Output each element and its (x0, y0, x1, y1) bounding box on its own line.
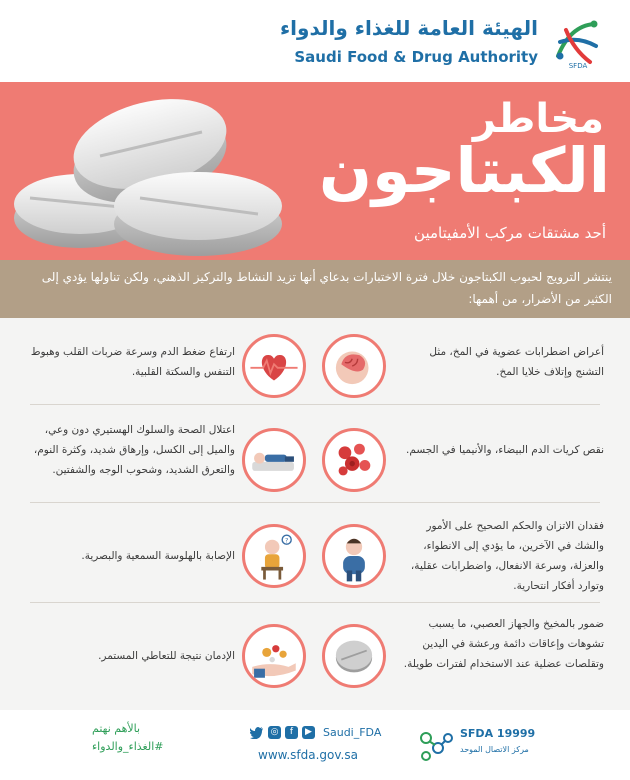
facebook-icon[interactable]: f (285, 726, 298, 739)
pills-hand-icon (242, 624, 306, 688)
row-divider (30, 404, 600, 405)
youtube-icon[interactable]: ▶ (302, 726, 315, 739)
hashtag-line-2: #الغذاء_والدواء (92, 740, 164, 753)
risk-item: أعراض اضطرابات عضوية في المخ، مثل التشنج وإتلاف خلايا المخ. (429, 346, 604, 378)
social-handle[interactable]: Saudi_FDA (323, 725, 382, 739)
svg-text:?: ? (285, 537, 289, 545)
org-name-arabic: الهيئة العامة للغذاء والدواء (279, 16, 538, 40)
website-link[interactable]: www.sfda.gov.sa (258, 748, 358, 762)
instagram-icon[interactable]: ◎ (268, 726, 281, 739)
risk-item: ارتفاع ضغط الدم وسرعة ضربات القلب وهبوط التنفس والسكتة القلبية. (30, 346, 235, 378)
row-divider (30, 602, 600, 603)
sleeping-person-icon (242, 428, 306, 492)
header (0, 0, 630, 82)
sfda-logo-icon (550, 16, 604, 70)
risk-item: ضمور بالمخيخ والجهاز العصبي، ما يسبب تشوهات وإعاقات دائمة ورعشة في اليدين وتقلصات عضلية عند الاستخدام لفترات طويلة. (403, 618, 604, 670)
twitter-icon[interactable] (250, 726, 264, 739)
brain-icon (322, 334, 386, 398)
org-name-english: Saudi Food & Drug Authority (294, 48, 538, 66)
risk-item: فقدان الاتزان والحكم الصحيح على الأمور والشك في الآخرين، ما يؤدي إلى الانطواء، والعزلة، وسرعة الانفعال، واضطرابات عقلية، وتوارد أفكار انتحارية. (410, 520, 604, 592)
risk-item: الإدمان نتيجة للتعاطي المستمر. (98, 650, 235, 662)
subtitle: أحد مشتقات مركب الأمفيتامين (414, 224, 606, 242)
heart-icon (242, 334, 306, 398)
hashtag-line-1: بالأهم نهتم (92, 722, 141, 735)
pills-illustration (0, 86, 370, 266)
anxious-person-icon (322, 524, 386, 588)
logo-text: SFDA (568, 62, 588, 70)
hallucination-icon (242, 524, 306, 588)
hotline-label: مركز الاتصال الموحد (460, 745, 529, 754)
risk-item: اعتلال الصحة والسلوك الهستيري دون وعي، والميل إلى الكسل، وإرهاق شديد، وكثرة النوم، والتعرق الشديد، وشحوب الوجه والشفتين. (33, 424, 235, 476)
title-line-2: الكبتاجون (319, 134, 610, 207)
title-line-1: مخاطر (472, 96, 604, 142)
social-links (250, 724, 381, 740)
hotline-number: SFDA 19999 (460, 727, 536, 740)
risk-item: نقص كريات الدم البيضاء، والأنيميا في الجسم. (406, 444, 604, 456)
intro-text: ينتشر الترويج لحبوب الكبتاجون خلال فترة الاختبارات بدعاي أنها تزيد النشاط والتركيز الذهني، ولكن تناولها يؤدي إلى الكثير من الأضرار، من أهمها: (41, 270, 612, 306)
risk-item: الإصابة بالهلوسة السمعية والبصرية. (81, 550, 235, 562)
blood-cells-icon (322, 428, 386, 492)
row-divider (30, 502, 600, 503)
pill-icon (322, 624, 386, 688)
